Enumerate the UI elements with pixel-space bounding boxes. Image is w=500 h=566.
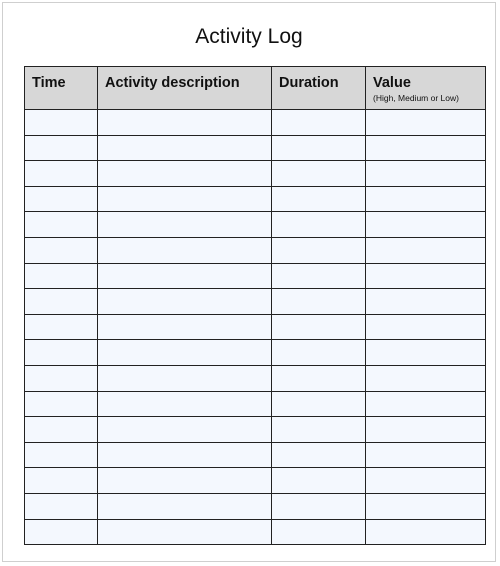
cell-activity-description[interactable] xyxy=(98,468,272,494)
cell-activity-description[interactable] xyxy=(98,135,272,161)
cell-activity-description[interactable] xyxy=(98,493,272,519)
cell-duration[interactable] xyxy=(272,186,366,212)
header-time-label: Time xyxy=(32,75,66,91)
cell-time[interactable] xyxy=(25,314,98,340)
cell-duration[interactable] xyxy=(272,212,366,238)
table-row xyxy=(25,468,486,494)
cell-value[interactable] xyxy=(366,237,486,263)
cell-time[interactable] xyxy=(25,289,98,315)
cell-activity-description[interactable] xyxy=(98,442,272,468)
cell-value[interactable] xyxy=(366,289,486,315)
cell-activity-description[interactable] xyxy=(98,289,272,315)
table-row xyxy=(25,417,486,443)
table-row xyxy=(25,289,486,315)
header-value xyxy=(366,67,486,110)
cell-time[interactable] xyxy=(25,442,98,468)
cell-duration[interactable] xyxy=(272,493,366,519)
cell-value[interactable] xyxy=(366,468,486,494)
table-row xyxy=(25,340,486,366)
table-row xyxy=(25,314,486,340)
cell-time[interactable] xyxy=(25,135,98,161)
cell-activity-description[interactable] xyxy=(98,391,272,417)
header-activity-description-label: Activity description xyxy=(105,75,240,91)
table-header-row xyxy=(25,67,486,110)
cell-duration[interactable] xyxy=(272,110,366,136)
header-activity-description xyxy=(98,67,272,110)
table-row xyxy=(25,237,486,263)
cell-duration[interactable] xyxy=(272,340,366,366)
cell-activity-description[interactable] xyxy=(98,314,272,340)
cell-time[interactable] xyxy=(25,340,98,366)
cell-duration[interactable] xyxy=(272,263,366,289)
cell-time[interactable] xyxy=(25,110,98,136)
cell-duration[interactable] xyxy=(272,314,366,340)
table-row xyxy=(25,135,486,161)
cell-time[interactable] xyxy=(25,468,98,494)
cell-duration[interactable] xyxy=(272,237,366,263)
table-body xyxy=(25,110,486,545)
cell-value[interactable] xyxy=(366,135,486,161)
table-row xyxy=(25,391,486,417)
table-row xyxy=(25,519,486,545)
table-row xyxy=(25,186,486,212)
cell-duration[interactable] xyxy=(272,391,366,417)
cell-activity-description[interactable] xyxy=(98,519,272,545)
cell-time[interactable] xyxy=(25,237,98,263)
cell-time[interactable] xyxy=(25,493,98,519)
activity-log-table xyxy=(24,66,486,545)
cell-value[interactable] xyxy=(366,110,486,136)
cell-activity-description[interactable] xyxy=(98,161,272,187)
cell-duration[interactable] xyxy=(272,161,366,187)
document-page xyxy=(2,2,496,562)
cell-time[interactable] xyxy=(25,161,98,187)
cell-duration[interactable] xyxy=(272,417,366,443)
cell-time[interactable] xyxy=(25,212,98,238)
cell-value[interactable] xyxy=(366,519,486,545)
table-row xyxy=(25,212,486,238)
cell-activity-description[interactable] xyxy=(98,263,272,289)
cell-duration[interactable] xyxy=(272,289,366,315)
page-title: Activity Log xyxy=(195,25,303,48)
cell-time[interactable] xyxy=(25,365,98,391)
cell-time[interactable] xyxy=(25,186,98,212)
cell-value[interactable] xyxy=(366,186,486,212)
cell-value[interactable] xyxy=(366,161,486,187)
cell-value[interactable] xyxy=(366,314,486,340)
cell-duration[interactable] xyxy=(272,135,366,161)
header-duration-label: Duration xyxy=(279,75,339,91)
cell-activity-description[interactable] xyxy=(98,417,272,443)
table-row xyxy=(25,110,486,136)
header-time xyxy=(25,67,98,110)
cell-time[interactable] xyxy=(25,417,98,443)
cell-value[interactable] xyxy=(366,212,486,238)
table-row xyxy=(25,365,486,391)
header-value-label: Value xyxy=(373,75,411,91)
header-duration xyxy=(272,67,366,110)
cell-duration[interactable] xyxy=(272,468,366,494)
cell-activity-description[interactable] xyxy=(98,186,272,212)
cell-activity-description[interactable] xyxy=(98,110,272,136)
cell-value[interactable] xyxy=(366,417,486,443)
cell-value[interactable] xyxy=(366,493,486,519)
cell-activity-description[interactable] xyxy=(98,212,272,238)
cell-value[interactable] xyxy=(366,442,486,468)
cell-value[interactable] xyxy=(366,365,486,391)
cell-value[interactable] xyxy=(366,340,486,366)
table-row xyxy=(25,442,486,468)
cell-duration[interactable] xyxy=(272,365,366,391)
cell-duration[interactable] xyxy=(272,519,366,545)
cell-time[interactable] xyxy=(25,263,98,289)
table-row xyxy=(25,263,486,289)
cell-activity-description[interactable] xyxy=(98,365,272,391)
cell-time[interactable] xyxy=(25,391,98,417)
table-row xyxy=(25,493,486,519)
cell-activity-description[interactable] xyxy=(98,340,272,366)
table-row xyxy=(25,161,486,187)
header-value-hint: (High, Medium or Low) xyxy=(373,93,459,103)
cell-value[interactable] xyxy=(366,263,486,289)
cell-value[interactable] xyxy=(366,391,486,417)
cell-duration[interactable] xyxy=(272,442,366,468)
cell-time[interactable] xyxy=(25,519,98,545)
cell-activity-description[interactable] xyxy=(98,237,272,263)
